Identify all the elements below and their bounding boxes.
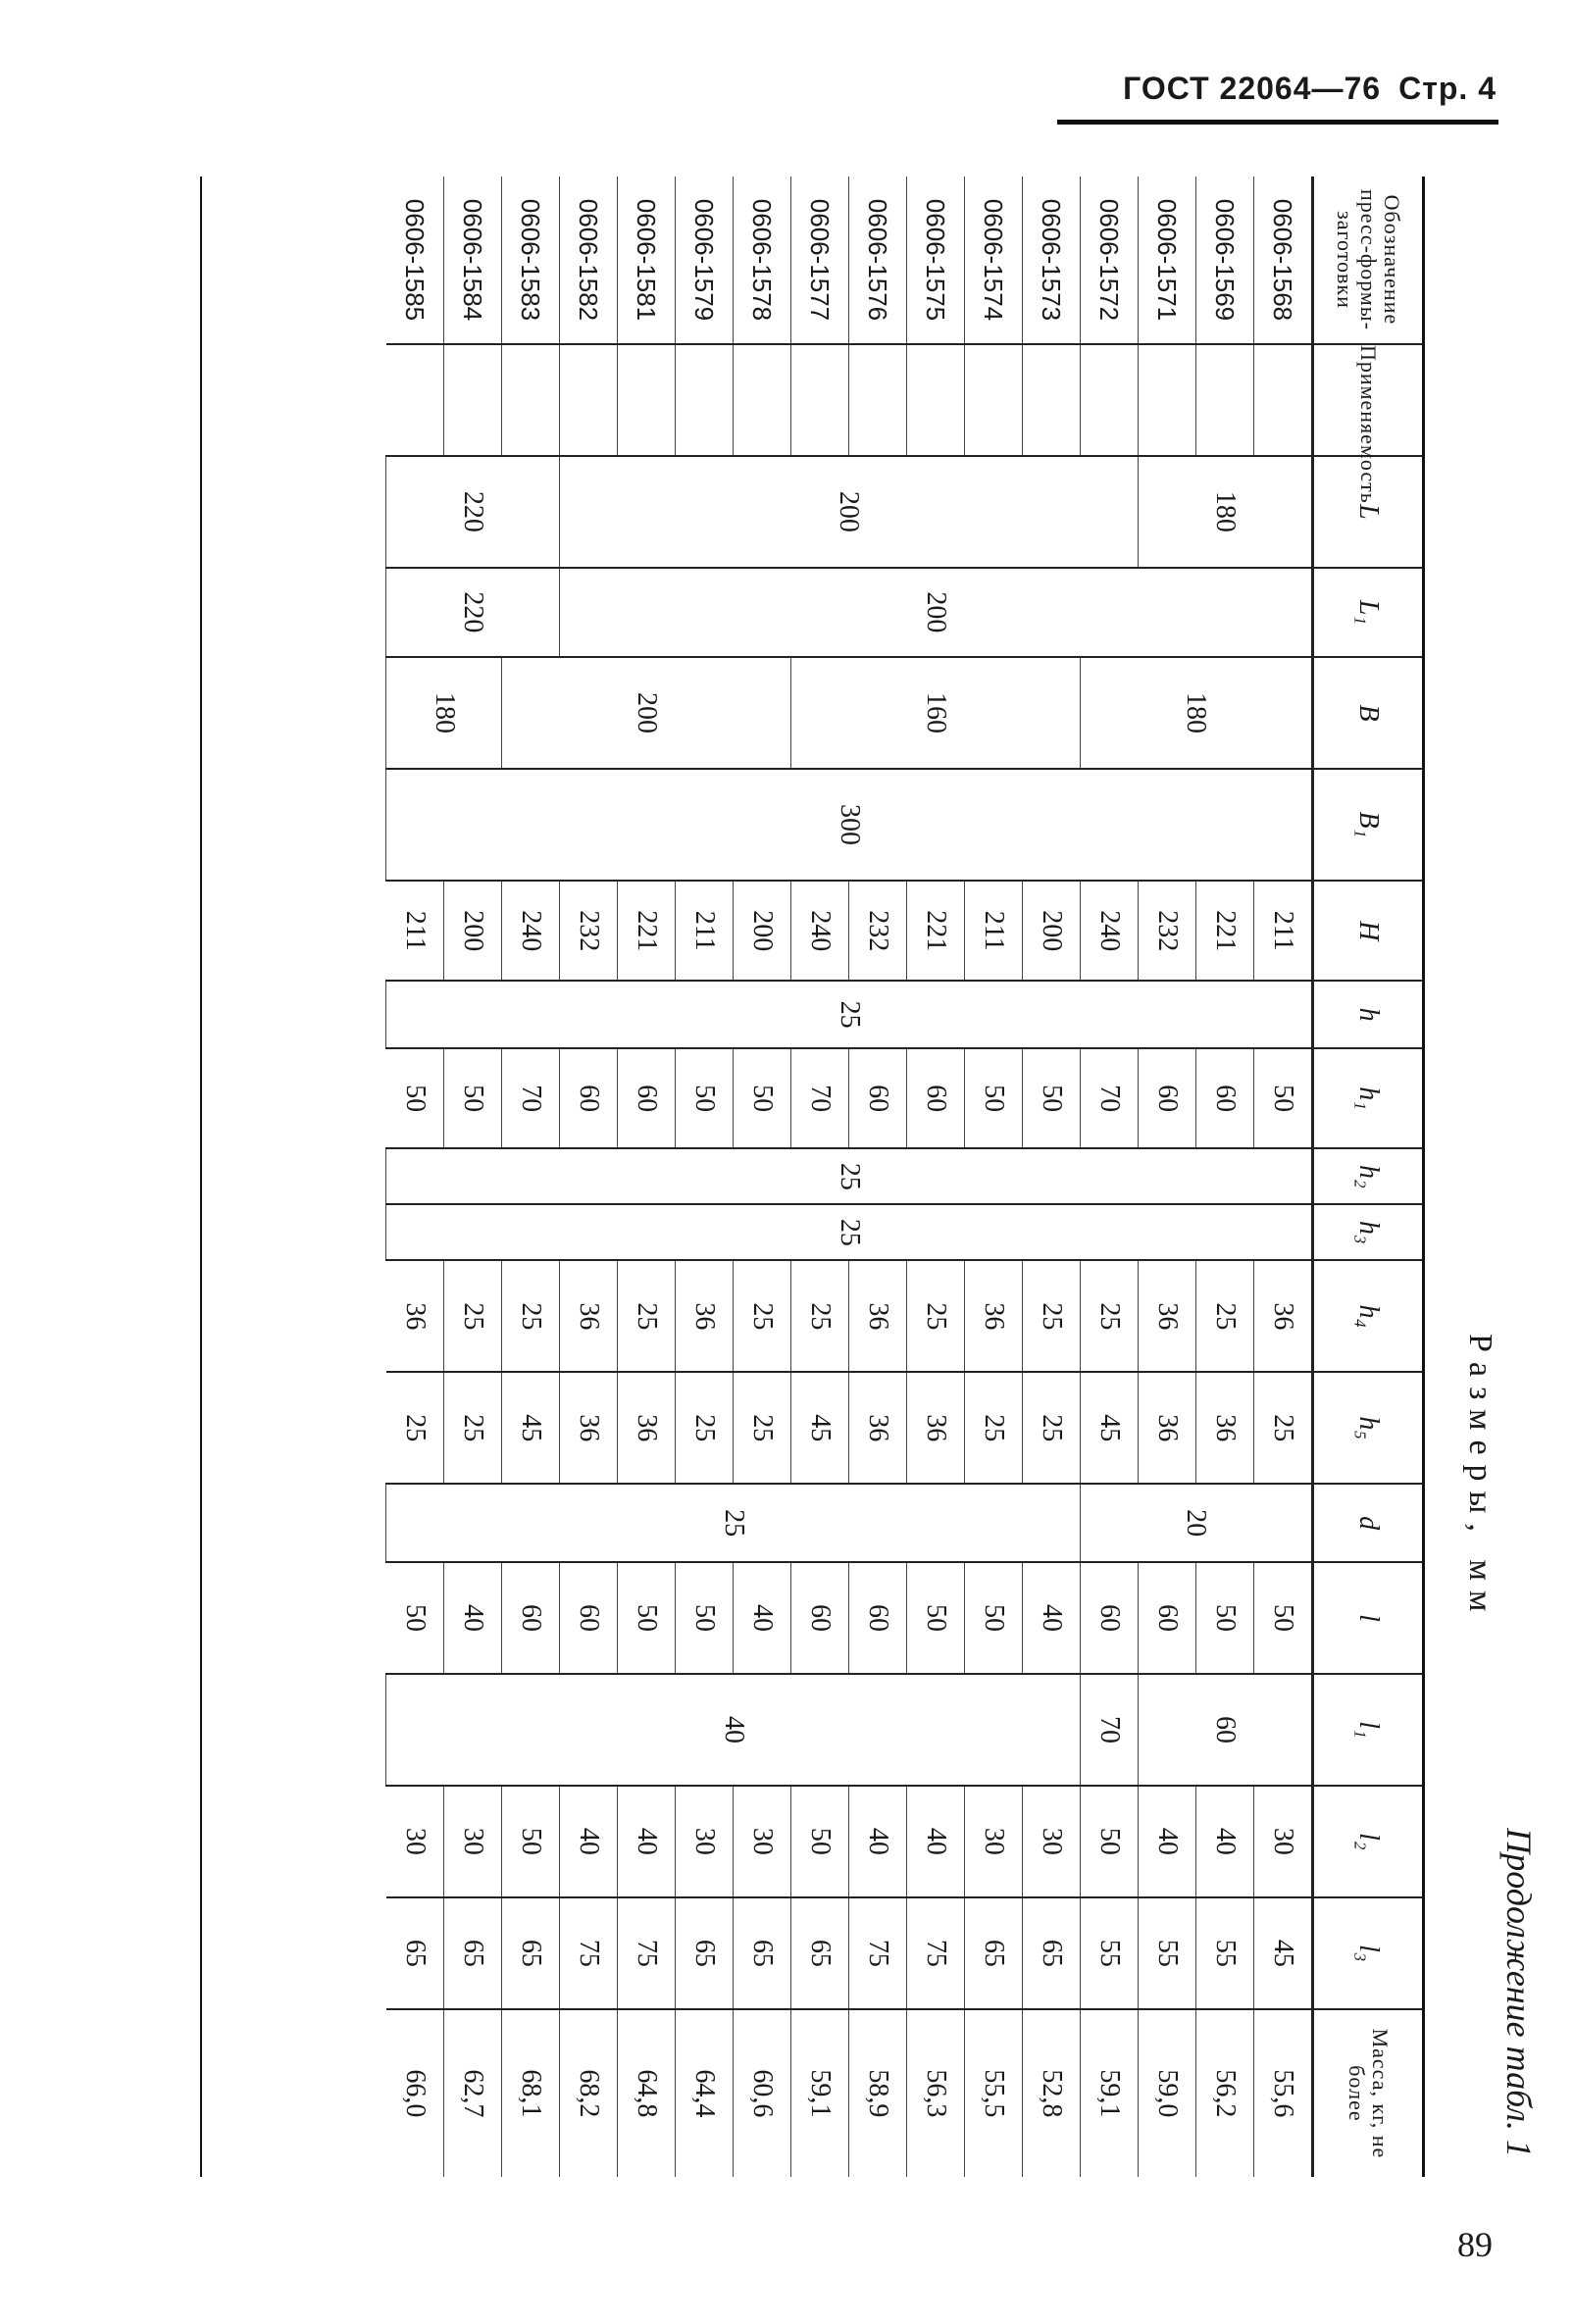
cell-H: 200 xyxy=(1023,881,1081,982)
cell-h1: 50 xyxy=(1023,1048,1081,1149)
cell-l3: 55 xyxy=(1139,1897,1196,2009)
cell-h1: 60 xyxy=(907,1048,965,1149)
column-header: h xyxy=(1313,981,1423,1047)
cell-applicability xyxy=(502,344,560,456)
cell-applicability xyxy=(386,344,444,456)
cell-l: 40 xyxy=(444,1562,502,1674)
cell-h5: 25 xyxy=(676,1372,734,1484)
cell-l3: 55 xyxy=(1196,1897,1254,2009)
column-header: Применяемость xyxy=(1313,344,1423,456)
cell-l2: 30 xyxy=(386,1786,444,1897)
cell-code: 0606-1577 xyxy=(791,177,849,344)
cell-h4: 36 xyxy=(1139,1260,1196,1372)
cell-l3: 75 xyxy=(907,1897,965,2009)
column-header: H xyxy=(1313,881,1423,982)
cell-applicability xyxy=(1139,344,1196,456)
cell-mass: 56,2 xyxy=(1196,2009,1254,2177)
cell-h4: 36 xyxy=(676,1260,734,1372)
cell-l3: 55 xyxy=(1081,1897,1139,2009)
cell-mass: 55,5 xyxy=(965,2009,1023,2177)
cell-l: 40 xyxy=(1023,1562,1081,1674)
cell-l: 60 xyxy=(502,1562,560,1674)
cell-mass: 59,1 xyxy=(791,2009,849,2177)
cell-l: 200 xyxy=(560,456,1139,568)
cell-h1: 70 xyxy=(502,1048,560,1149)
cell-h1: 50 xyxy=(676,1048,734,1149)
cell-code: 0606-1579 xyxy=(676,177,734,344)
cell-l3: 65 xyxy=(791,1897,849,2009)
cell-b: 160 xyxy=(791,657,1081,769)
cell-l2: 30 xyxy=(1023,1786,1081,1897)
cell-l3: 75 xyxy=(849,1897,907,2009)
cell-H: 240 xyxy=(502,881,560,982)
dimensions-table xyxy=(386,177,1423,2177)
cell-code: 0606-1578 xyxy=(734,177,791,344)
cell-h4: 36 xyxy=(965,1260,1023,1372)
cell-code: 0606-1581 xyxy=(618,177,676,344)
cell-code: 0606-1582 xyxy=(560,177,618,344)
cell-h5: 45 xyxy=(502,1372,560,1484)
cell-h1: 50 xyxy=(444,1048,502,1149)
cell-l2: 30 xyxy=(444,1786,502,1897)
cell-l: 50 xyxy=(907,1562,965,1674)
table-header-row xyxy=(1313,177,1423,2177)
cell-H: 211 xyxy=(676,881,734,982)
cell-applicability xyxy=(1254,344,1313,456)
cell-l: 50 xyxy=(1196,1562,1254,1674)
cell-l2: 40 xyxy=(1196,1786,1254,1897)
cell-l1: 200 xyxy=(560,568,1313,657)
header-rule xyxy=(1057,120,1498,125)
cell-l2: 40 xyxy=(618,1786,676,1897)
cell-H: 221 xyxy=(907,881,965,982)
cell-h5: 36 xyxy=(907,1372,965,1484)
cell-applicability xyxy=(1081,344,1139,456)
cell-mass: 64,8 xyxy=(618,2009,676,2177)
column-header: B₁ xyxy=(1313,769,1423,881)
page-label: Стр. 4 xyxy=(1398,71,1497,106)
cell-b: 180 xyxy=(1081,657,1313,769)
cell-h: 25 xyxy=(386,981,1313,1047)
table-caption: Продолжение табл. 1 xyxy=(1499,1828,1539,2157)
cell-H: 221 xyxy=(618,881,676,982)
cell-H: 200 xyxy=(734,881,791,982)
column-header: B xyxy=(1313,657,1423,769)
column-header: L xyxy=(1313,456,1423,568)
cell-l2: 30 xyxy=(965,1786,1023,1897)
cell-h4: 25 xyxy=(1196,1260,1254,1372)
cell-h5: 45 xyxy=(791,1372,849,1484)
cell-mass: 55,6 xyxy=(1254,2009,1313,2177)
cell-code: 0606-1574 xyxy=(965,177,1023,344)
cell-h4: 25 xyxy=(502,1260,560,1372)
column-header: l xyxy=(1313,1562,1423,1674)
cell-h5: 25 xyxy=(386,1372,444,1484)
cell-mass: 59,0 xyxy=(1139,2009,1196,2177)
cell-h1: 50 xyxy=(734,1048,791,1149)
cell-l3: 65 xyxy=(444,1897,502,2009)
cell-mass: 62,7 xyxy=(444,2009,502,2177)
cell-h5: 25 xyxy=(1023,1372,1081,1484)
cell-l3: 65 xyxy=(734,1897,791,2009)
cell-mass: 60,6 xyxy=(734,2009,791,2177)
cell-code: 0606-1572 xyxy=(1081,177,1139,344)
cell-l: 50 xyxy=(965,1562,1023,1674)
cell-l: 50 xyxy=(618,1562,676,1674)
cell-h4: 25 xyxy=(907,1260,965,1372)
cell-applicability xyxy=(1023,344,1081,456)
cell-code: 0606-1573 xyxy=(1023,177,1081,344)
cell-h1: 60 xyxy=(1196,1048,1254,1149)
column-header: h₅ xyxy=(1313,1372,1423,1484)
cell-l2: 30 xyxy=(1254,1786,1313,1897)
column-header: l₃ xyxy=(1313,1897,1423,2009)
page-header xyxy=(1123,71,1497,107)
table-top-rule xyxy=(1422,177,1425,2177)
cell-l: 220 xyxy=(386,456,560,568)
column-header: h₃ xyxy=(1313,1204,1423,1260)
table-title: Размеры, мм xyxy=(1462,1334,1498,1622)
cell-l3: 65 xyxy=(1023,1897,1081,2009)
cell-h5: 36 xyxy=(849,1372,907,1484)
cell-code: 0606-1585 xyxy=(400,198,431,322)
cell-h2: 25 xyxy=(386,1148,1313,1204)
cell-h1: 60 xyxy=(560,1048,618,1149)
cell-H: 211 xyxy=(1254,881,1313,982)
column-header: h₁ xyxy=(1313,1048,1423,1149)
cell-h1: 60 xyxy=(1139,1048,1196,1149)
cell-l2: 50 xyxy=(1081,1786,1139,1897)
cell-H: 240 xyxy=(1081,881,1139,982)
cell-mass: 58,9 xyxy=(849,2009,907,2177)
cell-d: 20 xyxy=(1081,1484,1313,1562)
cell-h5: 36 xyxy=(1139,1372,1196,1484)
cell-h4: 25 xyxy=(444,1260,502,1372)
cell-b: 200 xyxy=(502,657,791,769)
cell-l2: 40 xyxy=(849,1786,907,1897)
cell-applicability xyxy=(444,344,502,456)
cell-l2: 40 xyxy=(560,1786,618,1897)
standard-number: ГОСТ 22064—76 xyxy=(1123,71,1382,106)
cell-h3: 25 xyxy=(386,1204,1313,1260)
cell-l: 50 xyxy=(1254,1562,1313,1674)
cell-h5: 25 xyxy=(1254,1372,1313,1484)
cell-h5: 25 xyxy=(444,1372,502,1484)
cell-l2: 30 xyxy=(676,1786,734,1897)
cell-mass: 68,1 xyxy=(502,2009,560,2177)
cell-l: 50 xyxy=(386,1562,444,1674)
column-header: h₂ xyxy=(1313,1148,1423,1204)
cell-h4: 25 xyxy=(618,1260,676,1372)
cell-code: 0606-1568 xyxy=(1254,177,1313,344)
cell-l2: 50 xyxy=(791,1786,849,1897)
cell-code: 0606-1571 xyxy=(1139,177,1196,344)
cell-mass: 56,3 xyxy=(907,2009,965,2177)
cell-l3: 65 xyxy=(502,1897,560,2009)
cell-l2: 40 xyxy=(1139,1786,1196,1897)
cell-H: 240 xyxy=(791,881,849,982)
cell-l2: 50 xyxy=(502,1786,560,1897)
column-header: L₁ xyxy=(1313,568,1423,657)
cell-l: 60 xyxy=(560,1562,618,1674)
cell-H: 211 xyxy=(386,881,444,982)
cell-h4: 36 xyxy=(1254,1260,1313,1372)
column-header: Масса, кг, не более xyxy=(1313,2009,1423,2177)
cell-h4: 36 xyxy=(849,1260,907,1372)
rotated-table-area xyxy=(147,177,1539,2177)
cell-code: 0606-1583 xyxy=(502,177,560,344)
cell-l1: 40 xyxy=(386,1674,1081,1786)
column-header: Обозначение пресс-формы-заготовки xyxy=(1313,177,1423,344)
cell-l2: 30 xyxy=(734,1786,791,1897)
cell-mass: 64,4 xyxy=(676,2009,734,2177)
column-header: l₂ xyxy=(1313,1786,1423,1897)
page-number: 89 xyxy=(1457,2225,1493,2264)
cell-h5: 25 xyxy=(965,1372,1023,1484)
cell-h4: 36 xyxy=(560,1260,618,1372)
cell-H: 200 xyxy=(444,881,502,982)
cell-mass: 66,0 xyxy=(386,2009,444,2177)
cell-l3: 65 xyxy=(676,1897,734,2009)
cell-H: 232 xyxy=(849,881,907,982)
cell-l: 50 xyxy=(676,1562,734,1674)
cell-l: 60 xyxy=(1081,1562,1139,1674)
cell-b: 180 xyxy=(386,657,502,769)
cell-applicability xyxy=(791,344,849,456)
cell-h4: 36 xyxy=(386,1260,444,1372)
column-header: h₄ xyxy=(1313,1260,1423,1372)
cell-h1: 70 xyxy=(1081,1048,1139,1149)
cell-h1: 50 xyxy=(1254,1048,1313,1149)
column-header: l₁ xyxy=(1313,1674,1423,1786)
cell-l: 60 xyxy=(1139,1562,1196,1674)
cell-code: 0606-1576 xyxy=(849,177,907,344)
cell-applicability xyxy=(560,344,618,456)
cell-mass: 59,1 xyxy=(1081,2009,1139,2177)
cell-h1: 60 xyxy=(618,1048,676,1149)
cell-applicability xyxy=(965,344,1023,456)
cell-h4: 25 xyxy=(1023,1260,1081,1372)
cell-h5: 36 xyxy=(618,1372,676,1484)
cell-applicability xyxy=(907,344,965,456)
cell-H: 232 xyxy=(1139,881,1196,982)
cell-h5: 45 xyxy=(1081,1372,1139,1484)
table-bottom-rule xyxy=(200,177,202,2177)
cell-h5: 36 xyxy=(560,1372,618,1484)
cell-l: 60 xyxy=(849,1562,907,1674)
cell-l1: 220 xyxy=(386,568,560,657)
cell-code: 0606-1575 xyxy=(907,177,965,344)
cell-h1: 70 xyxy=(791,1048,849,1149)
column-header: d xyxy=(1313,1484,1423,1562)
cell-l3: 65 xyxy=(965,1897,1023,2009)
cell-h1: 60 xyxy=(849,1048,907,1149)
cell-l1: 60 xyxy=(1139,1674,1313,1786)
cell-l3: 75 xyxy=(560,1897,618,2009)
cell-l3: 65 xyxy=(386,1897,444,2009)
cell-applicability xyxy=(1196,344,1254,456)
cell-code: 0606-1569 xyxy=(1196,177,1254,344)
cell-h4: 25 xyxy=(734,1260,791,1372)
cell-l: 180 xyxy=(1139,456,1313,568)
cell-h4: 25 xyxy=(1081,1260,1139,1372)
cell-l1: 70 xyxy=(1081,1674,1139,1786)
cell-applicability xyxy=(618,344,676,456)
cell-l: 40 xyxy=(734,1562,791,1674)
cell-b1: 300 xyxy=(386,769,1313,881)
cell-l3: 45 xyxy=(1254,1897,1313,2009)
cell-l3: 75 xyxy=(618,1897,676,2009)
cell-h1: 50 xyxy=(386,1048,444,1149)
cell-h5: 25 xyxy=(734,1372,791,1484)
cell-d: 25 xyxy=(386,1484,1081,1562)
cell-code: 0606-1584 xyxy=(444,177,502,344)
cell-l2: 40 xyxy=(907,1786,965,1897)
cell-applicability xyxy=(849,344,907,456)
cell-h1: 50 xyxy=(965,1048,1023,1149)
cell-mass: 68,2 xyxy=(560,2009,618,2177)
cell-mass: 52,8 xyxy=(1023,2009,1081,2177)
cell-h4: 25 xyxy=(791,1260,849,1372)
table-row xyxy=(1254,177,1313,2177)
cell-H: 221 xyxy=(1196,881,1254,982)
cell-applicability xyxy=(676,344,734,456)
cell-H: 211 xyxy=(965,881,1023,982)
cell-applicability xyxy=(734,344,791,456)
cell-H: 232 xyxy=(560,881,618,982)
cell-l: 60 xyxy=(791,1562,849,1674)
cell-h5: 36 xyxy=(1196,1372,1254,1484)
